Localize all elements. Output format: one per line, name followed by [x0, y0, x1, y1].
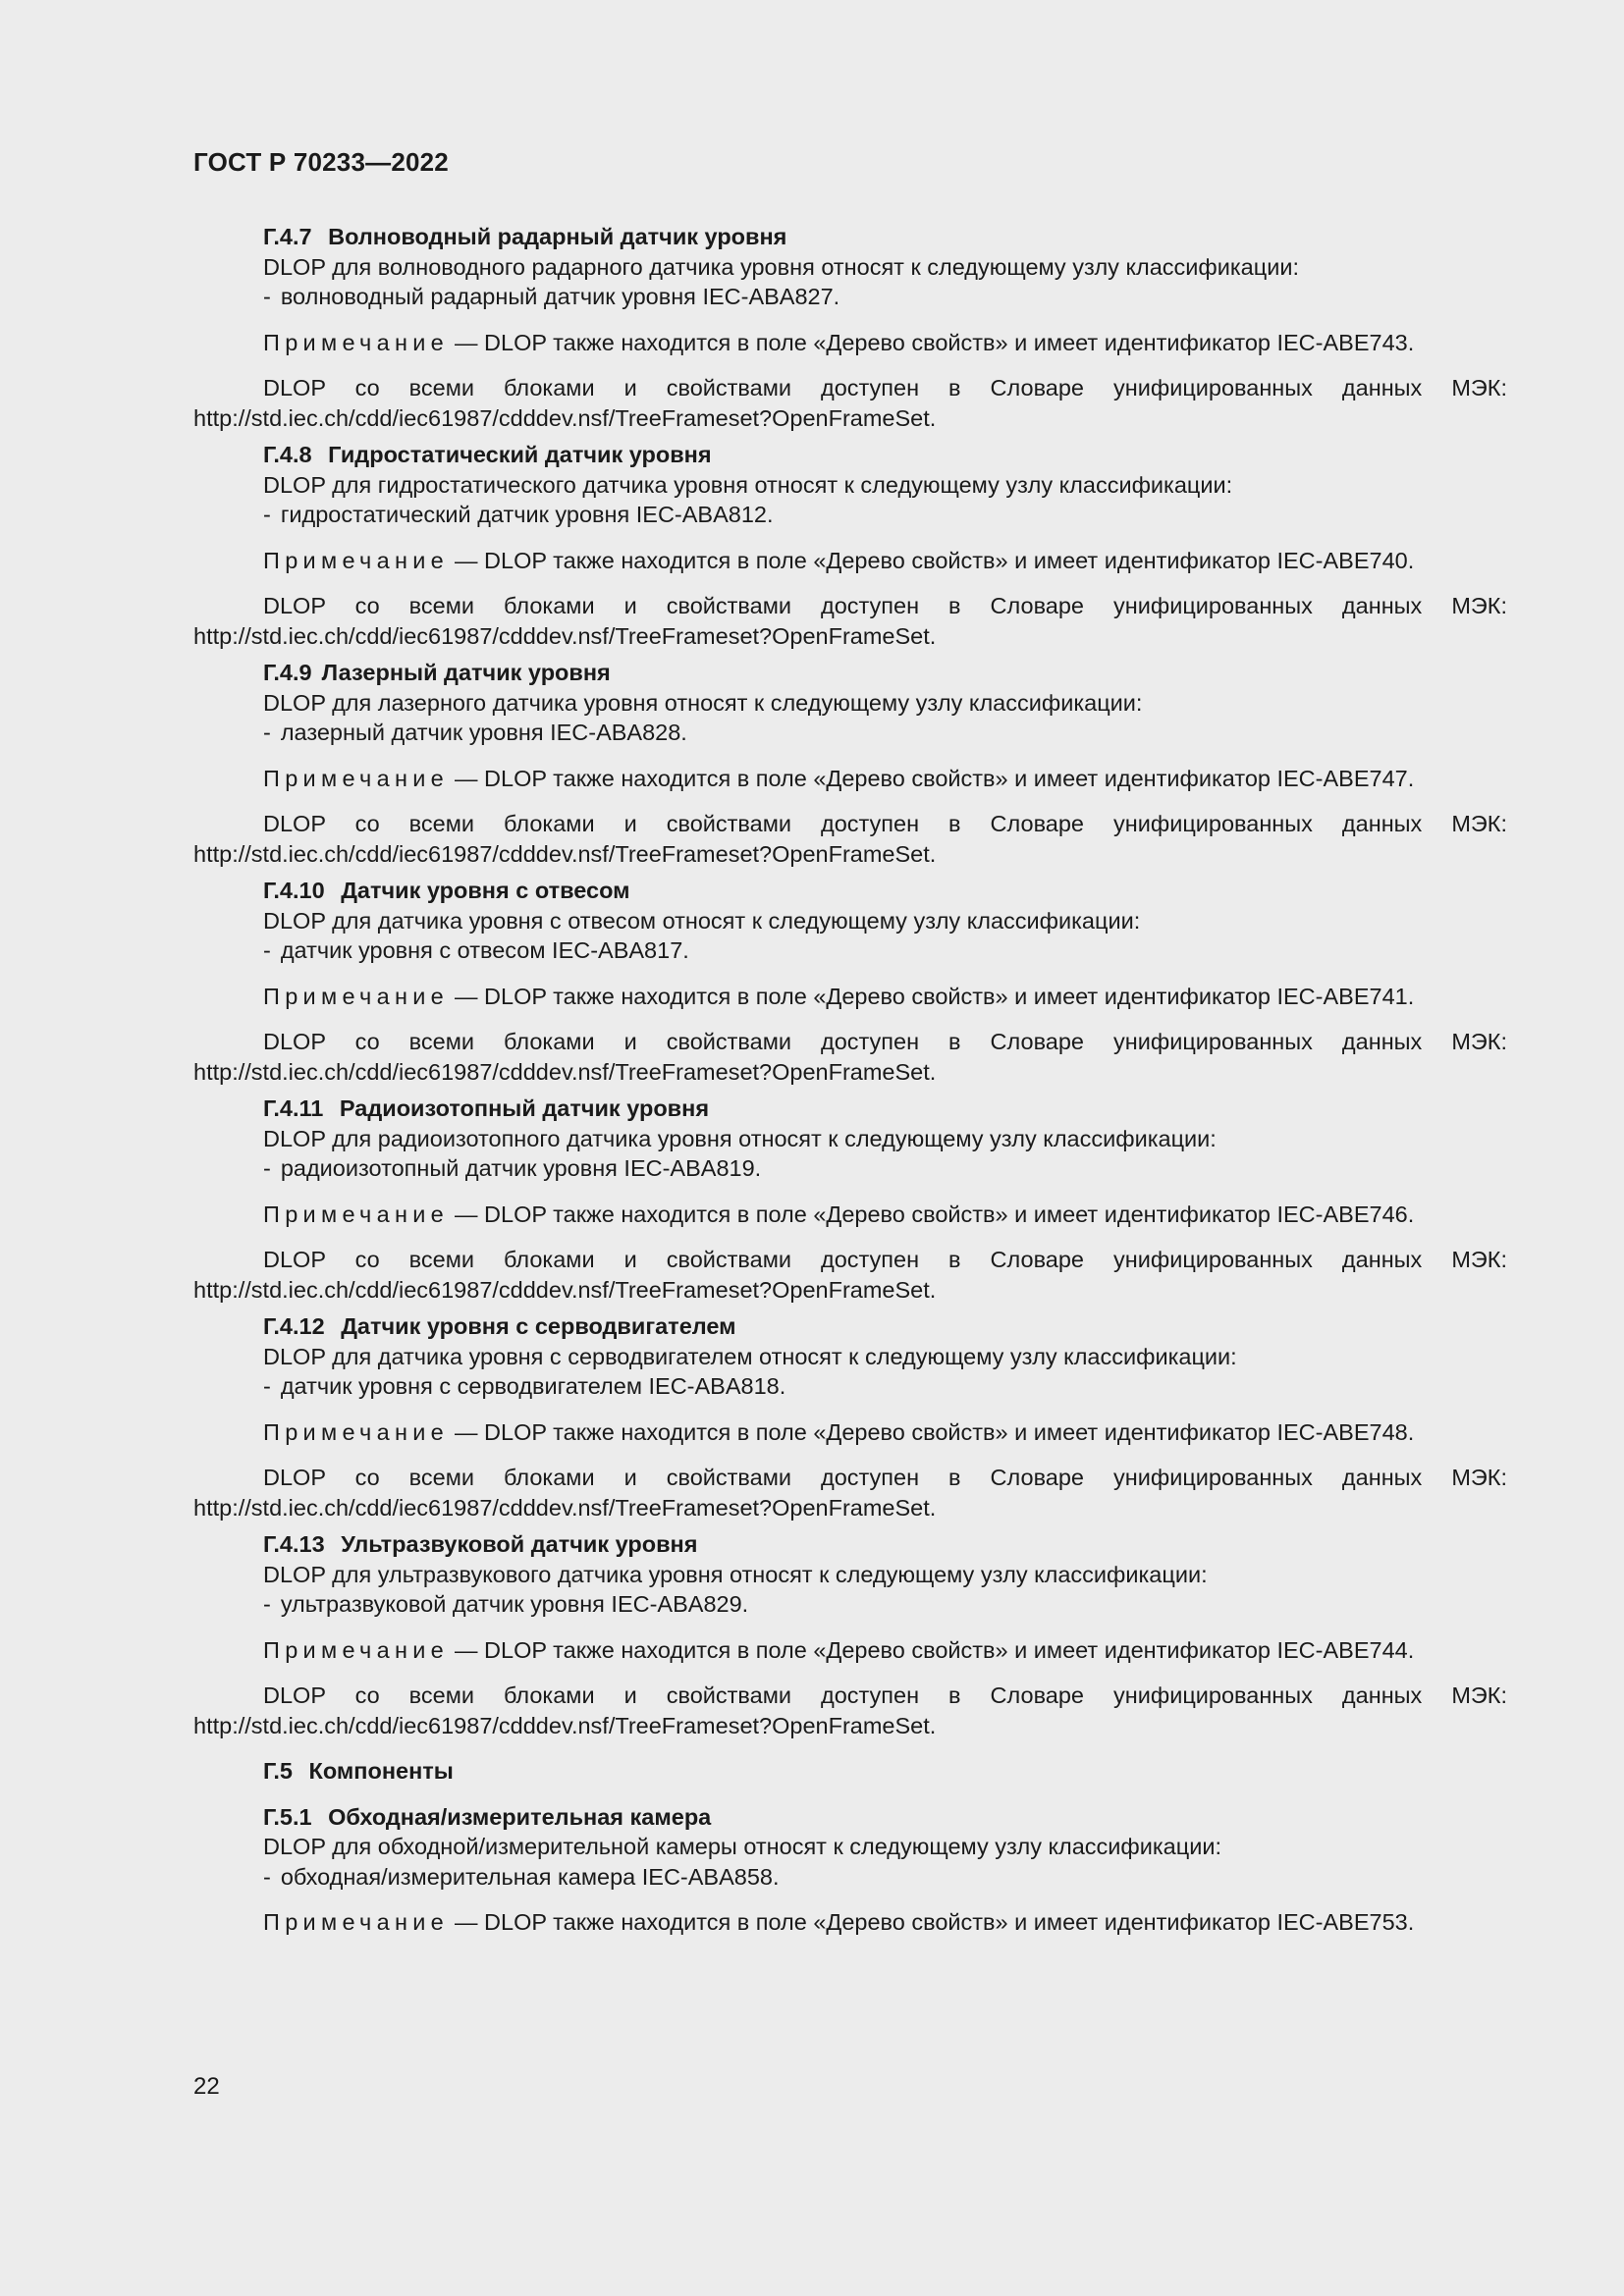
dlop-availability: DLOP со всеми блоками и свойствами доступен в Словаре унифицированных данных МЭК: http://std.iec.ch/cdd/iec61987/cdddev.nsf/TreeFrameset?OpenFrameSet.	[193, 375, 1507, 431]
section-g5-1	[193, 1802, 1507, 1938]
section-number: Г.4.9	[263, 660, 312, 685]
note-label: Примечание	[263, 765, 450, 791]
section-number: Г.4.12	[263, 1313, 325, 1339]
section-number: Г.4.10	[263, 878, 325, 903]
note-text: — DLOP также находится в поле «Дерево свойств» и имеет идентификатор IEC-ABE747.	[455, 765, 1415, 791]
section-g4-12	[193, 1311, 1507, 1522]
section-heading	[193, 876, 1507, 906]
section-intro: DLOP для лазерного датчика уровня относят к следующему узлу классификации:	[263, 689, 1143, 716]
note-text: — DLOP также находится в поле «Дерево свойств» и имеет идентификатор IEC-ABE746.	[455, 1201, 1415, 1227]
classification-item: - датчик уровня с отвесом IEC-ABA817.	[263, 937, 689, 963]
document-header: ГОСТ Р 70233—2022	[193, 147, 449, 177]
section-intro: DLOP для датчика уровня с серводвигателем относят к следующему узлу классификации:	[263, 1343, 1237, 1369]
section-title: Датчик уровня с отвесом	[341, 878, 630, 903]
note	[193, 1417, 1507, 1448]
section-title: Датчик уровня с серводвигателем	[341, 1313, 736, 1339]
section-heading	[193, 1529, 1507, 1560]
classification-item: - волноводный радарный датчик уровня IEC-ABA827.	[263, 284, 840, 309]
note-text: — DLOP также находится в поле «Дерево свойств» и имеет идентификатор IEC-ABE741.	[455, 983, 1415, 1009]
section-intro: DLOP для обходной/измерительной камеры относят к следующему узлу классификации:	[263, 1834, 1221, 1859]
section-intro: DLOP для радиоизотопного датчика уровня относят к следующему узлу классификации:	[263, 1125, 1217, 1151]
classification-item: - гидростатический датчик уровня IEC-ABA812.	[263, 502, 774, 527]
classification-text: датчик уровня с отвесом IEC-ABA817.	[280, 937, 689, 963]
section-title: Компоненты	[308, 1758, 454, 1784]
page-number: 22	[193, 2073, 220, 2100]
note-label: Примечание	[263, 547, 450, 573]
dlop-availability: DLOP со всеми блоками и свойствами доступен в Словаре унифицированных данных МЭК: http://std.iec.ch/cdd/iec61987/cdddev.nsf/TreeFrameset?OpenFrameSet.	[193, 1682, 1507, 1738]
section-number: Г.4.11	[263, 1095, 324, 1121]
note-text: — DLOP также находится в поле «Дерево свойств» и имеет идентификатор IEC-ABE743.	[455, 329, 1415, 355]
classification-text: ультразвуковой датчик уровня IEC-ABA829.	[280, 1591, 749, 1617]
section-title: Ультразвуковой датчик уровня	[341, 1531, 698, 1557]
section-number: Г.4.7	[263, 224, 312, 249]
section-title: Волноводный радарный датчик уровня	[328, 224, 787, 249]
note	[193, 1200, 1507, 1230]
document-body	[193, 222, 1507, 1938]
section-number: Г.5.1	[263, 1803, 312, 1830]
note-label: Примечание	[263, 1201, 450, 1227]
section-title: Обходная/измерительная камера	[328, 1803, 712, 1830]
dlop-availability: DLOP со всеми блоками и свойствами доступен в Словаре унифицированных данных МЭК: http://std.iec.ch/cdd/iec61987/cdddev.nsf/TreeFrameset?OpenFrameSet.	[193, 811, 1507, 867]
note-label: Примечание	[263, 1418, 450, 1445]
section-heading	[193, 1802, 1507, 1833]
note	[193, 546, 1507, 576]
section-title: Гидростатический датчик уровня	[328, 442, 712, 467]
note	[193, 328, 1507, 358]
note	[193, 1907, 1507, 1938]
classification-text: лазерный датчик уровня IEC-ABA828.	[280, 720, 687, 745]
section-intro: DLOP для гидростатического датчика уровня относят к следующему узлу классификации:	[263, 471, 1233, 498]
section-title: Лазерный датчик уровня	[321, 660, 611, 685]
classification-item: - ультразвуковой датчик уровня IEC-ABA829.	[263, 1591, 749, 1617]
section-number: Г.4.13	[263, 1531, 325, 1557]
classification-item: - радиоизотопный датчик уровня IEC-ABA819.	[263, 1155, 762, 1181]
classification-text: гидростатический датчик уровня IEC-ABA812.	[280, 502, 774, 527]
classification-text: радиоизотопный датчик уровня IEC-ABA819.	[280, 1155, 762, 1181]
classification-item: - датчик уровня с серводвигателем IEC-ABA818.	[263, 1373, 786, 1399]
section-g4-10	[193, 876, 1507, 1087]
section-number: Г.4.8	[263, 442, 312, 467]
section-g5	[193, 1756, 1507, 1787]
classification-item: - обходная/измерительная камера IEC-ABA858.	[263, 1863, 780, 1890]
section-intro: DLOP для волноводного радарного датчика уровня относят к следующему узлу классификации:	[263, 253, 1299, 280]
note-text: — DLOP также находится в поле «Дерево свойств» и имеет идентификатор IEC-ABE744.	[455, 1636, 1415, 1663]
note-label: Примечание	[263, 1909, 450, 1935]
note	[193, 764, 1507, 794]
section-intro: DLOP для датчика уровня с отвесом относят к следующему узлу классификации:	[263, 907, 1141, 934]
classification-text: датчик уровня с серводвигателем IEC-ABA818.	[280, 1373, 786, 1399]
section-g4-11	[193, 1094, 1507, 1305]
note-label: Примечание	[263, 329, 450, 355]
section-g4-9	[193, 658, 1507, 869]
section-number: Г.5	[263, 1758, 293, 1784]
section-g4-8	[193, 440, 1507, 651]
note-label: Примечание	[263, 983, 450, 1009]
section-heading	[193, 440, 1507, 470]
section-heading	[193, 1311, 1507, 1342]
section-heading	[193, 222, 1507, 252]
dlop-availability: DLOP со всеми блоками и свойствами доступен в Словаре унифицированных данных МЭК: http://std.iec.ch/cdd/iec61987/cdddev.nsf/TreeFrameset?OpenFrameSet.	[193, 593, 1507, 649]
section-g4-7	[193, 222, 1507, 433]
note-text: — DLOP также находится в поле «Дерево свойств» и имеет идентификатор IEC-ABE753.	[455, 1909, 1415, 1935]
dlop-availability: DLOP со всеми блоками и свойствами доступен в Словаре унифицированных данных МЭК: http://std.iec.ch/cdd/iec61987/cdddev.nsf/TreeFrameset?OpenFrameSet.	[193, 1029, 1507, 1085]
section-g4-13	[193, 1529, 1507, 1740]
note	[193, 982, 1507, 1012]
classification-text: волноводный радарный датчик уровня IEC-ABA827.	[280, 284, 840, 309]
section-heading	[193, 658, 1507, 688]
section-heading	[193, 1756, 1507, 1787]
dlop-availability: DLOP со всеми блоками и свойствами доступен в Словаре унифицированных данных МЭК: http://std.iec.ch/cdd/iec61987/cdddev.nsf/TreeFrameset?OpenFrameSet.	[193, 1465, 1507, 1521]
section-title: Радиоизотопный датчик уровня	[339, 1095, 710, 1121]
note-label: Примечание	[263, 1636, 450, 1663]
note	[193, 1635, 1507, 1666]
classification-item: - лазерный датчик уровня IEC-ABA828.	[263, 720, 687, 745]
dlop-availability: DLOP со всеми блоками и свойствами доступен в Словаре унифицированных данных МЭК: http://std.iec.ch/cdd/iec61987/cdddev.nsf/TreeFrameset?OpenFrameSet.	[193, 1247, 1507, 1303]
note-text: — DLOP также находится в поле «Дерево свойств» и имеет идентификатор IEC-ABE740.	[455, 547, 1415, 573]
classification-text: обходная/измерительная камера IEC-ABA858.	[280, 1863, 780, 1890]
section-heading	[193, 1094, 1507, 1124]
note-text: — DLOP также находится в поле «Дерево свойств» и имеет идентификатор IEC-ABE748.	[455, 1418, 1415, 1445]
section-intro: DLOP для ультразвукового датчика уровня относят к следующему узлу классификации:	[263, 1561, 1208, 1587]
